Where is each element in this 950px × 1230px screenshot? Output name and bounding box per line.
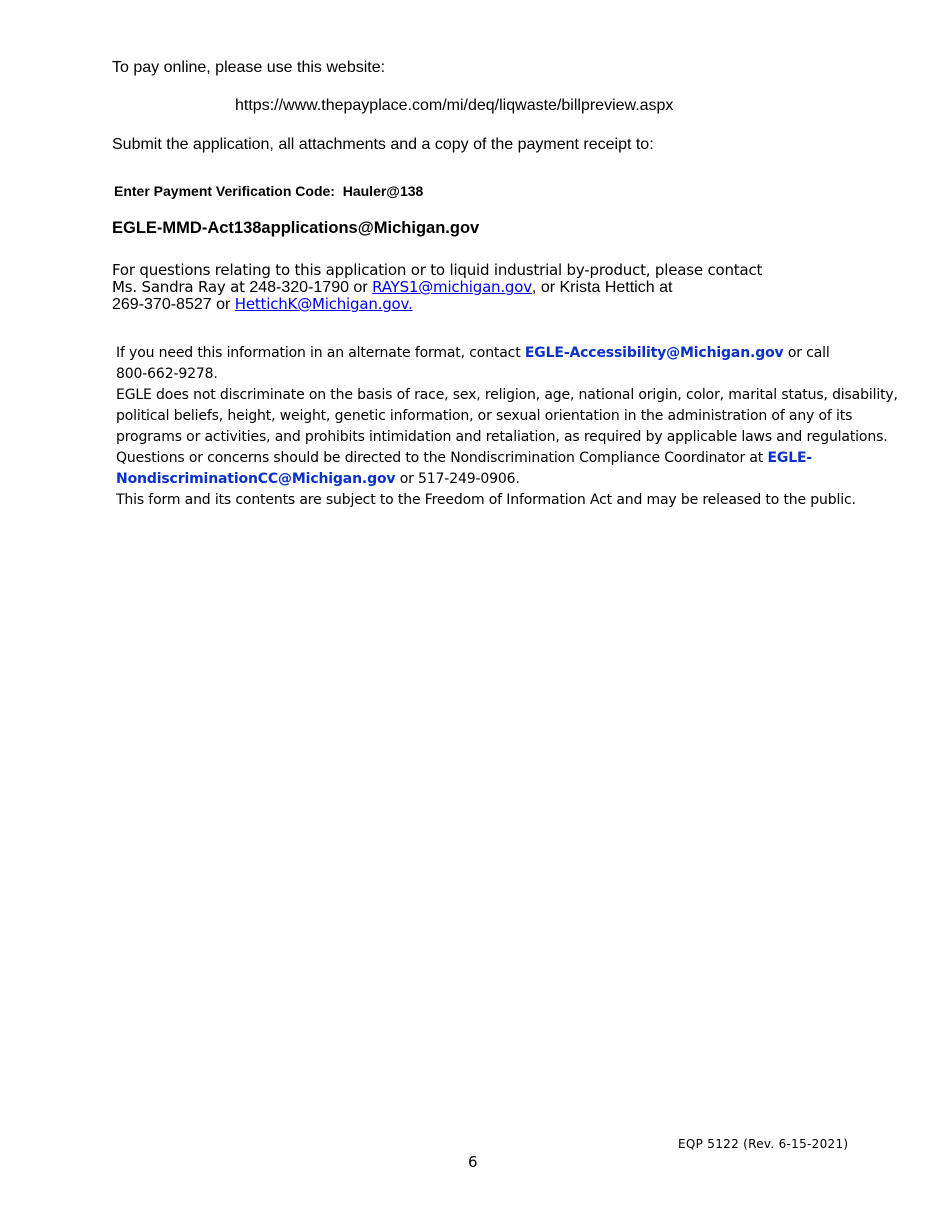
alt-format-phone: 800-662-9278. [116,366,218,382]
sandra-email-link[interactable]: RAYS1@michigan.gov [372,278,532,296]
nondiscrimination-line-3: programs or activities, and prohibits intimidation and retaliation, as required by applicable laws and regulations. [116,429,888,445]
questions-line [116,448,916,469]
pay-online-intro: To pay online, please use this website: [112,59,386,76]
contact-krista: , or Krista Hettich at [531,279,673,296]
questions-line-2 [116,469,916,490]
contact-or-2: or [211,296,235,313]
alt-format-call: or call [783,345,830,361]
accessibility-notice [116,343,916,511]
contact-line-3 [112,295,413,314]
contact-or-1: or [348,279,373,296]
alt-format-line [116,343,916,364]
sandra-phone: 248-320-1790 [249,279,349,296]
verification-code: Hauler@138 [342,183,424,199]
krista-phone: 269-370-8527 [112,296,212,313]
verification-label: Enter Payment Verification Code: [114,183,335,199]
page-number: 6 [468,1153,478,1171]
form-code: EQP 5122 (Rev. 6-15-2021) [678,1137,849,1151]
foia-statement: This form and its contents are subject to the Freedom of Information Act and may be released to the public. [116,492,856,508]
alt-format-text: If you need this information in an alternate format, contact [116,345,525,361]
nondiscrimination-email-part2[interactable]: NondiscriminationCC@Michigan.gov [116,471,396,487]
coordinator-phone: or 517-249-0906. [395,471,520,487]
contact-name-sandra: Ms. Sandra Ray at [112,278,250,296]
nondiscrimination-email-part1[interactable]: EGLE- [767,450,813,466]
submit-instructions: Submit the application, all attachments and a copy of the payment receipt to: [112,136,654,153]
questions-text: Questions or concerns should be directed to the Nondiscrimination Compliance Coordinator at [116,450,768,466]
verification-code-line [114,183,423,199]
payment-url[interactable]: https://www.thepayplace.com/mi/deq/liqwaste/billpreview.aspx [235,97,674,114]
krista-email-link[interactable]: HettichK@Michigan.gov. [234,295,413,313]
submission-email[interactable]: EGLE-MMD-Act138applications@Michigan.gov [112,219,480,237]
accessibility-email-link[interactable]: EGLE-Accessibility@Michigan.gov [524,345,784,361]
nondiscrimination-line-1: EGLE does not discriminate on the basis of race, sex, religion, age, national origin, color, marital status, disability, [116,387,898,403]
contact-line-1: For questions relating to this application or to liquid industrial by-product, please contact [112,261,763,279]
nondiscrimination-line-2: political beliefs, height, weight, genetic information, or sexual orientation in the administration of any of its [116,408,853,424]
